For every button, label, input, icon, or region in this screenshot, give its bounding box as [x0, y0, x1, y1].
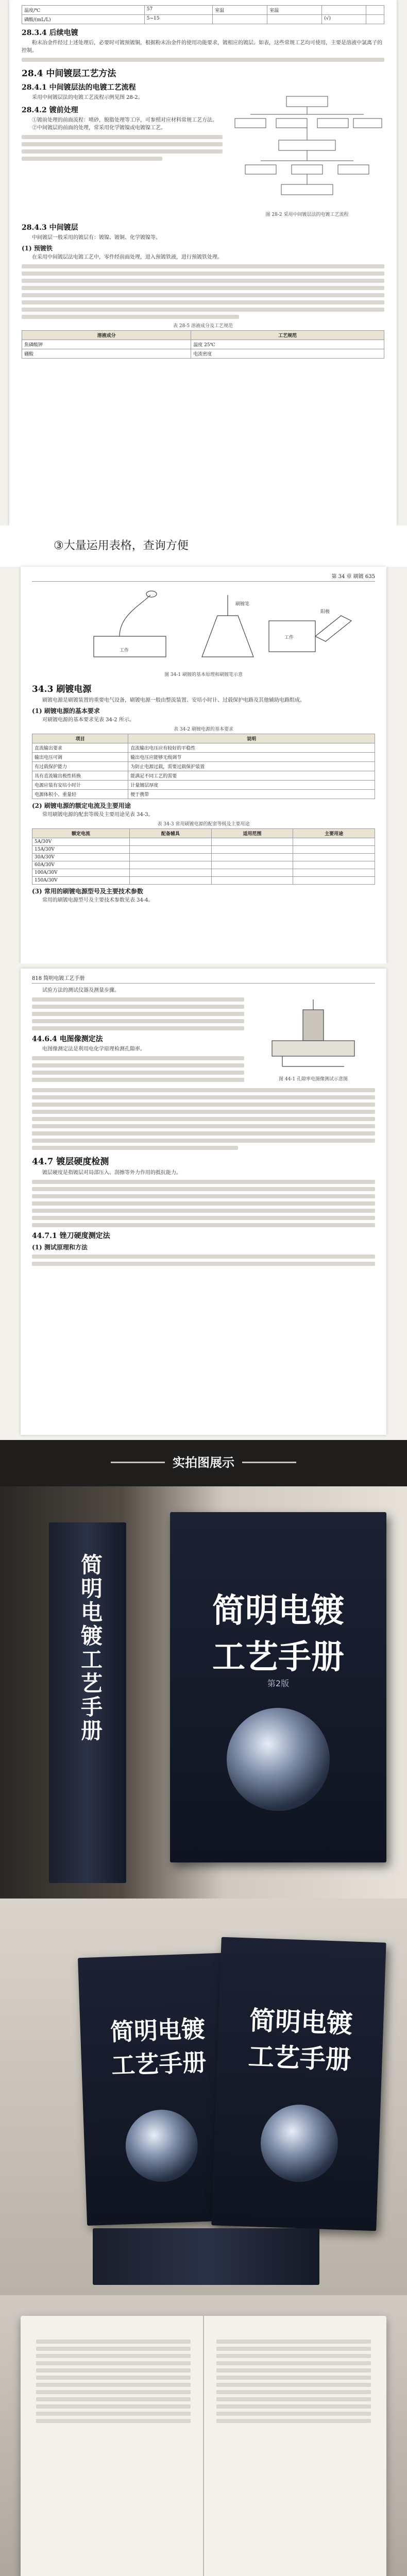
- column-header: 适用范围: [211, 829, 293, 838]
- paragraph: 常用的刷镀电源型号及主要技术参数见表 34-4。: [42, 897, 154, 903]
- paragraph: 电图像测定法是利用电化学原理检测孔隙率。: [42, 1046, 145, 1052]
- table-cell: 30A/30V: [32, 854, 130, 861]
- figure-label: 工作: [120, 648, 129, 653]
- section-heading: 28.4 中间镀层工艺方法: [22, 69, 116, 79]
- cover-title: 简明电镀: [110, 2014, 206, 2046]
- table-cell: 57: [144, 6, 212, 15]
- text-line: [32, 997, 244, 1002]
- paragraph: 在采用中间镀层法电镀工艺中，零件经前面处理，进入预镀铁液，进行预镀铁处理。: [32, 255, 223, 260]
- text-line: [32, 1026, 244, 1030]
- text-line: [32, 1187, 375, 1191]
- table-top: [22, 5, 384, 24]
- table-cell: 直流输出电压应有较好的平稳性: [128, 743, 375, 753]
- table-row: [32, 743, 375, 753]
- figure-label: 工件: [284, 635, 294, 640]
- cover-title: 简明电镀: [249, 2005, 353, 2039]
- text-line: [32, 1194, 375, 1198]
- table-cell: 输出电压应能够无级调节: [128, 753, 375, 762]
- table-cell: [322, 6, 366, 15]
- section-heading: 28.4.3 中间镀层: [22, 224, 78, 232]
- table-caption: 表 34-3 常用刷镀电源的配套等级及主要用途: [157, 822, 250, 827]
- table-cell: [366, 15, 384, 24]
- column-header: 主要用途: [293, 829, 375, 838]
- text-line: [32, 1201, 375, 1206]
- current-rating-table: [32, 828, 375, 885]
- table-row: [32, 790, 375, 799]
- table-cell: 温度 25℃: [191, 340, 384, 349]
- table-cell: 室温: [267, 6, 322, 15]
- product-photo-3: [0, 2295, 407, 2576]
- column-header: 额定电流: [32, 829, 130, 838]
- text-line: [32, 1223, 375, 1227]
- table-cell: 输出电压可调: [32, 753, 128, 762]
- table-cell: 电源应装有安培小时计: [32, 781, 128, 790]
- figure-label: 刷镀笔: [235, 602, 250, 607]
- book-cover: [211, 1937, 386, 2231]
- text-line: [22, 293, 384, 297]
- table-cell: [366, 6, 384, 15]
- cover-art: [227, 1708, 330, 1811]
- column-header: 溶液成分: [22, 331, 191, 340]
- book-page-sample-2: [0, 567, 407, 963]
- paragraph: 中间镀层一般采用的镀层有：镀镍、镀铜、化学镀镍等。: [32, 235, 161, 241]
- table-row: [32, 771, 375, 781]
- section-heading: 44.6.4 电图像测定法: [32, 1035, 103, 1043]
- table-caption: 表 34-2 刷镀电源的基本要求: [174, 727, 233, 732]
- text-line: [32, 1146, 238, 1150]
- subsection-heading: (1) 预镀铁: [22, 245, 53, 252]
- table-row: [22, 340, 384, 349]
- cover-title: 工艺手册: [212, 1638, 344, 1676]
- paragraph: 粉末冶金件经过上述处理后，必要时可镀预镀铜，根据粉末冶金件的使用功能要求，镀相应的镀层。如表，这些常规工艺均可使用，主要是溶液中氯离子的控制。: [22, 40, 382, 54]
- text-line: [32, 1071, 244, 1075]
- cover-title: 工艺手册: [247, 2041, 352, 2075]
- text-line: [32, 1103, 375, 1107]
- page-sheet: [21, 969, 386, 1435]
- text-line: [32, 1110, 375, 1114]
- text-line: [32, 1131, 375, 1136]
- open-book: [21, 2316, 386, 2576]
- table-cell: 能满足不同工艺的需要: [128, 771, 375, 781]
- table-cell: 60A/30V: [32, 861, 130, 869]
- text-line: [22, 272, 384, 276]
- table-header-row: [32, 829, 375, 838]
- table-cell: 具有直流输出极性转换: [32, 771, 128, 781]
- paragraph: 常用刷镀电源的配套等级及主要用途见表 34-3。: [42, 812, 154, 818]
- table-cell: 直流输出要求: [32, 743, 128, 753]
- table-row: [32, 877, 375, 885]
- table-cell: 温度/℃: [22, 6, 145, 15]
- page-sheet: [21, 567, 386, 963]
- text-line: [32, 1063, 244, 1067]
- subsection-heading: (1) 测试原理和方法: [32, 1244, 88, 1251]
- text-line: [32, 1216, 375, 1220]
- text-line: [32, 1180, 375, 1184]
- figure-caption: 图 28-2 采用中间镀层法的电镀工艺流程: [265, 212, 349, 217]
- text-line: [22, 300, 384, 304]
- cover-art: [259, 2104, 339, 2183]
- section-heading: 28.4.1 中间镀层法的电镀工艺流程: [22, 83, 136, 92]
- figure: [32, 582, 375, 669]
- text-line: [32, 1088, 375, 1092]
- table-row: [32, 846, 375, 854]
- text-line: [22, 279, 384, 283]
- text-line: [22, 149, 223, 154]
- table-cell: 计量镀层厚度: [128, 781, 375, 790]
- text-line: [22, 58, 384, 62]
- column-header: 工艺规范: [191, 331, 384, 340]
- table-cell: 电流密度: [191, 349, 384, 359]
- paragraph: 镀层硬度是指镀层对局部压入、刮擦等外力作用的抵抗能力。: [42, 1170, 181, 1176]
- table-header-row: [32, 734, 375, 743]
- book-spine: [93, 2228, 319, 2285]
- table-cell: [213, 15, 267, 24]
- running-header: 第 34 章 刷镀 635: [32, 572, 375, 582]
- paragraph: ②中间镀层的前面的处理，常采用化学镀镍或电镀镍工艺。: [32, 125, 166, 131]
- table-row: [32, 861, 375, 869]
- requirements-table: [32, 734, 375, 799]
- table-row: [22, 6, 384, 15]
- column-header: 配备辅具: [130, 829, 212, 838]
- column-header: 项目: [32, 734, 128, 743]
- table-cell: 电源体积小、重量轻: [32, 790, 128, 799]
- cover-title: 简明电镀: [212, 1592, 344, 1630]
- product-photo-1: [0, 1486, 407, 1899]
- cover-title: 工艺手册: [111, 2048, 207, 2080]
- table-cell: 100A/30V: [32, 869, 130, 877]
- table-row: [32, 762, 375, 771]
- edition-badge: 第2版: [267, 1679, 290, 1688]
- table-cell: 15A/30V: [32, 846, 130, 854]
- table-cell: 150A/30V: [32, 877, 130, 885]
- table-cell: 磷酸/(mL/L): [22, 15, 145, 24]
- text-line: [32, 1005, 244, 1009]
- text-line: [22, 142, 223, 146]
- table-cell: 有过载保护能力: [32, 762, 128, 771]
- page-sheet: [9, 0, 397, 526]
- table-cell: 硼酸: [22, 349, 191, 359]
- table-row: [22, 15, 384, 24]
- table-cell: 便于携带: [128, 790, 375, 799]
- section-heading: 44.7 镀层硬度检测: [32, 1157, 109, 1167]
- table-cell: 焦磷酸钾: [22, 340, 191, 349]
- table-cell: 5~15: [144, 15, 212, 24]
- text-line: [22, 286, 384, 290]
- book-spine: [49, 1522, 126, 1883]
- spine-title: 简明电镀工艺手册: [78, 1553, 103, 1743]
- text-line: [22, 157, 162, 161]
- text-line: [32, 1095, 375, 1099]
- table-caption: 表 28-5 溶液成分及工艺规范: [173, 324, 233, 329]
- section-heading: 28.3.4 后续电镀: [22, 29, 78, 37]
- text-line: [32, 1255, 375, 1259]
- figure-caption: 图 34-1 刷镀的基本原理和刷镀笔示意: [164, 672, 243, 677]
- table-cell: [267, 15, 322, 24]
- table-bottom: [22, 330, 384, 359]
- text-line: [32, 1262, 375, 1266]
- table-cell: 5A/30V: [32, 838, 130, 846]
- figure-label: 阳极: [320, 609, 330, 615]
- table-row: [22, 349, 384, 359]
- table-row: [32, 854, 375, 861]
- text-line: [32, 1019, 244, 1023]
- flow-diagram: [230, 94, 384, 219]
- text-line: [22, 264, 384, 268]
- section-heading: 28.4.2 镀前处理: [22, 106, 78, 114]
- table-header-row: [22, 331, 384, 340]
- section-heading: 34.3 刷镀电源: [32, 684, 92, 694]
- text-line: [32, 1078, 244, 1082]
- product-photo-2: [0, 1899, 407, 2295]
- banner-text: 实拍图展示: [165, 1452, 242, 1473]
- book-page-sample-1: [0, 0, 407, 526]
- table-row: [32, 838, 375, 846]
- text-line: [32, 1117, 375, 1121]
- feature-banner: [0, 526, 407, 567]
- table-row: [32, 781, 375, 790]
- running-header: 818 简明电镀工艺手册: [32, 974, 375, 984]
- text-line: [22, 135, 223, 139]
- text-line: [32, 1056, 244, 1060]
- text-line: [22, 315, 239, 319]
- cover-art: [124, 2109, 199, 2183]
- book-page-sample-3: [0, 963, 407, 1440]
- subsection-heading: (2) 刷镀电源的额定电流及主要用途: [32, 802, 131, 809]
- text-line: [22, 308, 384, 312]
- table-row: [32, 869, 375, 877]
- table-cell: 室温: [213, 6, 267, 15]
- book-cover: [170, 1512, 386, 1862]
- text-line: [32, 1124, 375, 1128]
- section-heading: 44.7.1 锉刀硬度测定法: [32, 1232, 110, 1240]
- table-row: [32, 753, 375, 762]
- table-cell: (√): [322, 15, 366, 24]
- text-line: [32, 1139, 375, 1143]
- subsection-heading: (1) 刷镀电源的基本要求: [32, 707, 100, 715]
- paragraph: 对刷镀电源的基本要求见表 34-2 所示。: [42, 717, 134, 723]
- paragraph: 试验方法的测试仪器及测量步骤。: [42, 988, 120, 993]
- subsection-heading: (3) 常用的刷镀电源型号及主要技术参数: [32, 888, 143, 895]
- paragraph: ①镀前处理的前面流程：喷砂，脱脂处理等工序，可参照对应材料常规工艺方法。: [32, 117, 217, 123]
- text-line: [32, 1012, 244, 1016]
- column-header: 说明: [128, 734, 375, 743]
- banner-text: ③大量运用表格，查询方便: [54, 539, 189, 552]
- figure: [251, 994, 375, 1085]
- figure-caption: 图 44-1 孔隙率电图像测试示意图: [279, 1077, 348, 1082]
- paragraph: 刷镀电源是刷镀装置的重要电气设备，刷镀电源一般由整流装置、安培小时计、过载保护电路及其他辅助电路组成。: [42, 698, 305, 703]
- text-line: [32, 1209, 375, 1213]
- photo-banner: [0, 1440, 407, 1486]
- table-cell: 为防止电源过载，需要过载保护装置: [128, 762, 375, 771]
- paragraph: 采用中间镀层法的电镀工艺流程示例见图 28-2。: [32, 95, 143, 100]
